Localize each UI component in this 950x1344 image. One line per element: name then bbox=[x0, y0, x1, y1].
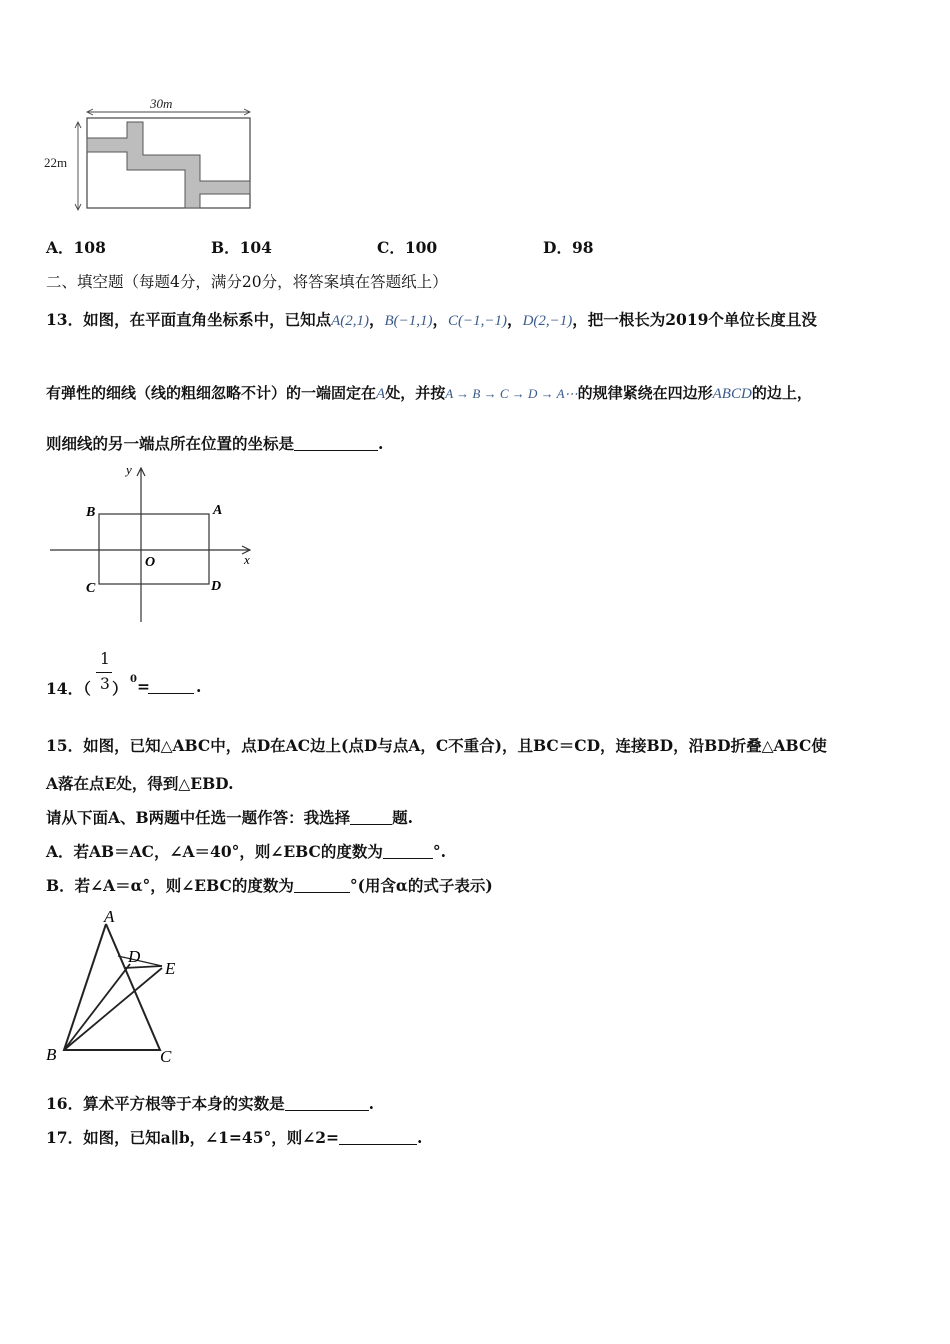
q16-end: . bbox=[368, 1094, 374, 1113]
q15-option-b-end: °(用含α的式子表示) bbox=[349, 876, 493, 895]
y-label: y bbox=[126, 462, 132, 477]
option-d: D．98 bbox=[543, 238, 594, 257]
origin-label: O bbox=[145, 555, 156, 570]
q14-fraction-bar bbox=[96, 672, 112, 673]
q15-choice-blank[interactable] bbox=[350, 810, 392, 825]
q13-path: A → B → C → D → A⋯ bbox=[445, 386, 578, 401]
garden-width-label: 30m bbox=[150, 96, 173, 111]
option-b: B．104 bbox=[211, 238, 272, 257]
q15-a-answer-blank[interactable] bbox=[383, 844, 433, 859]
q15-line1: 15．如图，已知△ABC中，点D在AC边上(点D与点A，C不重合)，且BC＝CD，连接BD，沿BD折叠△ABC使 bbox=[46, 736, 827, 755]
point-b-label: B bbox=[86, 505, 96, 520]
q14-equals: = bbox=[137, 677, 150, 696]
tri-label-b: B bbox=[46, 1045, 57, 1064]
q15-line3-text: 请从下面A、B两题中任选一题作答：我选择 bbox=[46, 808, 351, 827]
q15-option-b bbox=[46, 874, 493, 896]
section-header: 二、填空题（每题4分，满分20分，将答案填在答题纸上） bbox=[46, 273, 448, 291]
tri-label-c: C bbox=[160, 1047, 172, 1066]
coordinate-figure bbox=[46, 458, 260, 626]
q15-line3 bbox=[46, 806, 413, 828]
q14-end: . bbox=[196, 677, 202, 696]
tri-label-e: E bbox=[165, 959, 176, 978]
q14-prefix: 14．（ bbox=[46, 679, 91, 698]
q15-b-answer-blank[interactable] bbox=[294, 878, 350, 893]
q15-line3-end: 题. bbox=[392, 808, 414, 827]
q14 bbox=[46, 650, 246, 700]
q13-sep3: ， bbox=[507, 310, 523, 329]
q15-line2: A落在点E处，得到△EBD. bbox=[46, 774, 234, 793]
q17-text: 17．如图，已知a∥b，∠1=45°，则∠2= bbox=[46, 1128, 339, 1147]
q13-sep2: ， bbox=[432, 310, 449, 329]
q13-line2-a: 有弹性的细线（线的粗细忽略不计）的一端固定在 bbox=[46, 384, 377, 402]
x-label: x bbox=[244, 552, 250, 567]
q13-suffix1: ，把一根长为2019个单位长度且没 bbox=[572, 310, 817, 329]
option-a: A．108 bbox=[46, 238, 106, 257]
q13-line2-d: 的边上， bbox=[751, 384, 812, 402]
q13-point-c: C(−1,−1) bbox=[448, 313, 508, 329]
q13-line3-end: . bbox=[378, 434, 384, 453]
q13-line1 bbox=[46, 308, 817, 330]
q13-line2-c: 的规律紧绕在四边形 bbox=[577, 384, 713, 402]
q14-denominator: 3 bbox=[100, 675, 110, 693]
q13-point-d: D(2,−1) bbox=[522, 313, 573, 329]
q13-line3-text: 则细线的另一端点所在位置的坐标是 bbox=[46, 434, 295, 453]
segment-bd bbox=[64, 964, 130, 1050]
q17 bbox=[46, 1126, 422, 1148]
tri-label-d: D bbox=[128, 947, 141, 966]
q17-end: . bbox=[417, 1128, 423, 1147]
q13-line2 bbox=[46, 382, 812, 403]
garden-height-label: 22m bbox=[44, 155, 68, 170]
q13-prefix: 13．如图，在平面直角坐标系中，已知点 bbox=[46, 310, 332, 329]
q13-line3 bbox=[46, 432, 383, 454]
q13-quad: ABCD bbox=[712, 386, 752, 402]
quadrilateral-abcd bbox=[99, 514, 209, 584]
q16-answer-blank[interactable] bbox=[285, 1096, 369, 1111]
q14-mid: ） bbox=[112, 679, 128, 698]
q13-point-b: B(−1,1) bbox=[384, 313, 433, 329]
point-a-label: A bbox=[213, 503, 223, 518]
q16 bbox=[46, 1092, 374, 1114]
q15-option-a bbox=[46, 840, 446, 862]
garden-figure bbox=[40, 94, 260, 218]
q14-numerator: 1 bbox=[100, 650, 110, 668]
q14-exponent: 0 bbox=[130, 674, 137, 685]
q13-point-a: A(2,1) bbox=[331, 313, 369, 329]
q13-fix-a: A bbox=[376, 386, 386, 402]
q17-answer-blank[interactable] bbox=[339, 1130, 417, 1145]
q13-answer-blank[interactable] bbox=[294, 436, 378, 451]
q15-option-a-text: A．若AB＝AC，∠A＝40°，则∠EBC的度数为 bbox=[46, 842, 383, 861]
q14-answer-blank[interactable] bbox=[148, 679, 194, 694]
point-d-label: D bbox=[211, 579, 222, 594]
option-c: C．100 bbox=[377, 238, 438, 257]
point-c-label: C bbox=[86, 581, 96, 596]
tri-label-a: A bbox=[104, 907, 115, 926]
triangle-figure bbox=[44, 902, 194, 1068]
q13-line2-b: 处，并按 bbox=[385, 384, 446, 402]
q15-option-b-text: B．若∠A＝α°，则∠EBC的度数为 bbox=[46, 876, 294, 895]
q13-sep1: ， bbox=[368, 310, 385, 329]
garden-path-shaded bbox=[87, 122, 250, 208]
q15-option-a-end: °. bbox=[432, 842, 447, 861]
segment-de bbox=[124, 966, 162, 968]
q16-text: 16．算术平方根等于本身的实数是 bbox=[46, 1094, 285, 1113]
